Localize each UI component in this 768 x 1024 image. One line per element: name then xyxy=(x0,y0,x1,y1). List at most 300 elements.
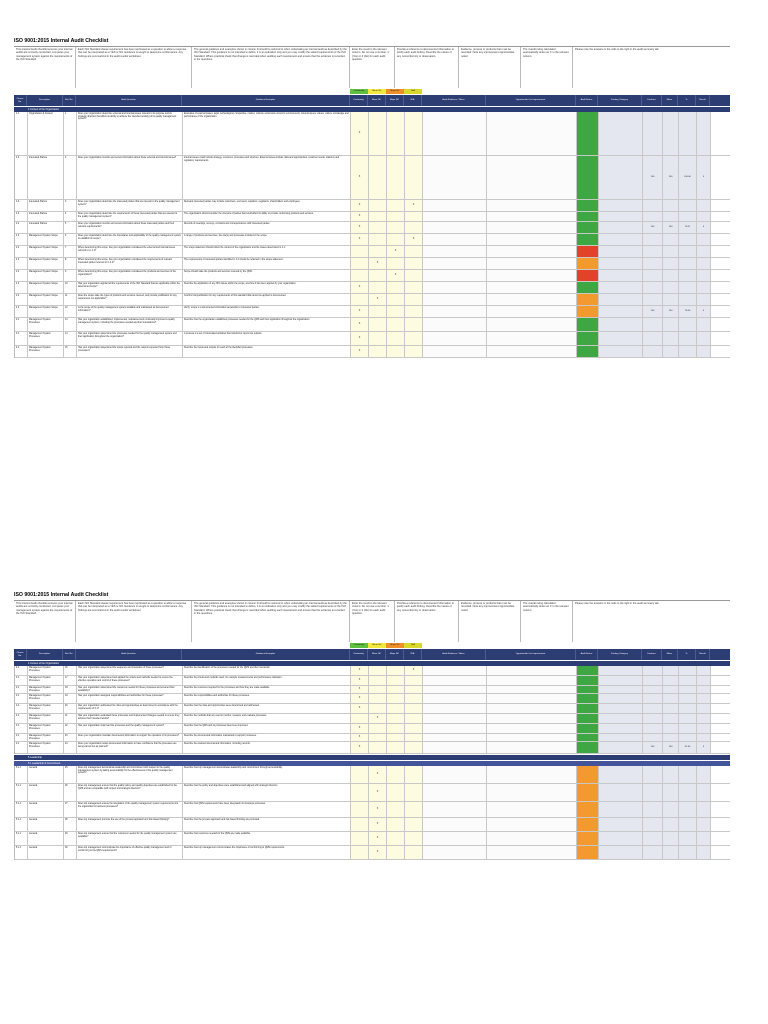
na-mark[interactable] xyxy=(405,846,423,859)
na-mark[interactable] xyxy=(405,318,423,331)
summary-cell xyxy=(679,818,697,831)
finding-category-cell[interactable] xyxy=(599,258,643,269)
minor-nc-mark[interactable] xyxy=(369,270,387,281)
audit-evidence-cell[interactable] xyxy=(423,156,487,199)
minor-nc-mark[interactable] xyxy=(369,282,387,293)
reference-number: 15 xyxy=(64,346,77,357)
audit-evidence-cell[interactable] xyxy=(423,346,487,357)
finding-category-cell[interactable] xyxy=(599,714,643,723)
conformity-mark[interactable] xyxy=(351,714,369,723)
audit-status-cell xyxy=(577,694,599,703)
minor-nc-mark[interactable] xyxy=(369,686,387,693)
finding-category-cell[interactable] xyxy=(599,270,643,281)
summary-cell xyxy=(679,318,697,331)
conformity-mark[interactable]: X xyxy=(351,676,369,685)
major-nc-mark[interactable] xyxy=(387,832,405,845)
improvement-cell[interactable] xyxy=(487,318,577,331)
clause-number: 4.3 xyxy=(15,270,28,281)
improvement-cell[interactable] xyxy=(487,676,577,685)
col-header: Guidance Examples xyxy=(182,95,350,106)
finding-category-cell[interactable] xyxy=(599,724,643,733)
minor-nc-mark[interactable] xyxy=(369,346,387,357)
major-nc-mark[interactable] xyxy=(387,802,405,817)
conformity-mark[interactable]: X xyxy=(351,704,369,713)
major-nc-mark[interactable] xyxy=(387,714,405,723)
improvement-cell[interactable] xyxy=(487,846,577,859)
col-header: Finding Category xyxy=(598,649,642,660)
improvement-cell[interactable] xyxy=(487,282,577,293)
conformity-mark[interactable] xyxy=(351,294,369,305)
na-mark[interactable] xyxy=(405,724,423,733)
conformity-mark[interactable]: X xyxy=(351,332,369,345)
conformity-mark[interactable]: X xyxy=(351,346,369,357)
na-mark[interactable] xyxy=(405,686,423,693)
guidance-text: Describe how top management demonstrates leadership and commitment through accountability. xyxy=(183,766,351,783)
status-badge xyxy=(577,270,598,281)
summary-cell xyxy=(697,212,711,221)
improvement-cell[interactable] xyxy=(487,270,577,281)
major-nc-mark[interactable] xyxy=(387,332,405,345)
audit-evidence-cell[interactable] xyxy=(423,246,487,257)
improvement-cell[interactable] xyxy=(487,802,577,817)
major-nc-mark[interactable] xyxy=(387,294,405,305)
summary-cell xyxy=(697,234,711,245)
improvement-cell[interactable] xyxy=(487,332,577,345)
na-mark[interactable] xyxy=(405,294,423,305)
audit-evidence-cell[interactable] xyxy=(423,666,487,675)
summary-cell xyxy=(697,112,711,155)
subsection-label: 5.1 Leadership & Commitment xyxy=(28,762,61,765)
na-mark[interactable] xyxy=(405,818,423,831)
clause-number: 5.1.1 xyxy=(15,802,28,817)
improvement-cell[interactable] xyxy=(487,234,577,245)
status-badge xyxy=(577,784,598,801)
finding-category-cell[interactable] xyxy=(599,704,643,713)
guidance-text: The requirements of interested parties identified in 4.2 should be reflected in the scope statement. xyxy=(183,258,351,269)
guidance-text: Describe the identification of the processes needed for the QMS and their interaction. xyxy=(183,666,351,675)
summary-cell: 75.00 xyxy=(679,306,697,317)
col-header: Ref. No. xyxy=(63,649,76,660)
na-mark[interactable] xyxy=(405,258,423,269)
improvement-cell[interactable] xyxy=(487,666,577,675)
improvement-cell[interactable] xyxy=(487,818,577,831)
improvement-cell[interactable] xyxy=(487,832,577,845)
na-mark[interactable] xyxy=(405,694,423,703)
finding-category-cell[interactable] xyxy=(599,222,643,233)
audit-evidence-cell[interactable] xyxy=(423,694,487,703)
finding-category-cell[interactable] xyxy=(599,246,643,257)
minor-nc-mark[interactable] xyxy=(369,704,387,713)
na-mark[interactable] xyxy=(405,332,423,345)
audit-evidence-cell[interactable] xyxy=(423,784,487,801)
minor-nc-mark[interactable] xyxy=(369,112,387,155)
conformity-mark[interactable] xyxy=(351,802,369,817)
finding-category-cell[interactable] xyxy=(599,676,643,685)
audit-evidence-cell[interactable] xyxy=(423,282,487,293)
minor-nc-mark[interactable]: X xyxy=(369,294,387,305)
audit-evidence-cell[interactable] xyxy=(423,200,487,211)
conformity-mark[interactable]: X xyxy=(351,282,369,293)
major-nc-mark[interactable] xyxy=(387,704,405,713)
conformity-mark[interactable] xyxy=(351,818,369,831)
minor-nc-mark[interactable] xyxy=(369,666,387,675)
table-row xyxy=(15,212,730,222)
table-row xyxy=(15,818,730,832)
summary-cell: 100 xyxy=(663,222,679,233)
na-mark[interactable] xyxy=(405,766,423,783)
finding-category-cell[interactable] xyxy=(599,832,643,845)
finding-category-cell[interactable] xyxy=(599,766,643,783)
na-mark[interactable] xyxy=(405,784,423,801)
guidance-text: Verify: scope is a documented information accessible to interested parties. xyxy=(183,306,351,317)
guidance-text: Describe how QMS requirements have been integrated into business processes. xyxy=(183,802,351,817)
improvement-cell[interactable] xyxy=(487,156,577,199)
col-header: Audit Status xyxy=(576,95,598,106)
minor-nc-mark[interactable] xyxy=(369,212,387,221)
conformity-mark[interactable]: X xyxy=(351,306,369,317)
summary-cell xyxy=(697,784,711,801)
na-mark[interactable]: X xyxy=(405,666,423,675)
audit-evidence-cell[interactable] xyxy=(423,766,487,783)
major-nc-mark[interactable] xyxy=(387,346,405,357)
conformity-mark[interactable]: X xyxy=(351,156,369,199)
guidance-text: Describe how the process approach and risk-based thinking are promoted. xyxy=(183,818,351,831)
minor-nc-mark[interactable]: X xyxy=(369,258,387,269)
conformity-mark[interactable] xyxy=(351,846,369,859)
finding-category-cell[interactable] xyxy=(599,734,643,741)
major-nc-mark[interactable] xyxy=(387,156,405,199)
audit-evidence-cell[interactable] xyxy=(423,270,487,281)
finding-category-cell[interactable] xyxy=(599,294,643,305)
na-mark[interactable] xyxy=(405,676,423,685)
major-nc-mark[interactable] xyxy=(387,222,405,233)
clause-number: 5.1.1 xyxy=(15,818,28,831)
audit-evidence-cell[interactable] xyxy=(423,704,487,713)
improvement-cell[interactable] xyxy=(487,212,577,221)
clause-description: General xyxy=(28,832,64,845)
na-mark[interactable] xyxy=(405,222,423,233)
col-header: Major NC xyxy=(386,649,404,660)
summary-cell xyxy=(697,246,711,257)
col-header: Audit Question xyxy=(76,95,182,106)
finding-category-cell[interactable] xyxy=(599,742,643,753)
finding-category-cell[interactable] xyxy=(599,332,643,345)
col-header: Audit Status xyxy=(576,649,598,660)
improvement-cell[interactable] xyxy=(487,766,577,783)
audit-evidence-cell[interactable] xyxy=(423,234,487,245)
na-mark[interactable] xyxy=(405,156,423,199)
major-nc-mark[interactable] xyxy=(387,742,405,753)
summary-cell xyxy=(679,686,697,693)
col-header: Minor xyxy=(662,95,678,106)
table-row xyxy=(15,156,730,200)
improvement-cell[interactable] xyxy=(487,246,577,257)
guidance-text: Scope should state the products and services covered by the QMS. xyxy=(183,270,351,281)
minor-nc-mark[interactable] xyxy=(369,724,387,733)
audit-question: Does your organization monitor and review information about these external and internal issues? xyxy=(77,156,183,199)
conformity-mark[interactable]: X xyxy=(351,234,369,245)
intro-note: Each ISO Standard clause requirement has been rephrased as a question to allow a response that can be interpreted as a YES or NO. Evidence is sought to determine conformance. Any findings are summarized in the audit results worksheet. xyxy=(76,47,192,88)
conformity-mark[interactable] xyxy=(351,766,369,783)
audit-evidence-cell[interactable] xyxy=(423,258,487,269)
finding-category-cell[interactable] xyxy=(599,694,643,703)
conformity-mark[interactable]: X xyxy=(351,724,369,733)
intro-note: The general guidance and examples shown in column D should be referred to when undertaking an internal audit as described by the ISO Standard. This guidance is not intended to define, it is an indication only and you may modify the stated requirements of the ISO Standard. Where practical check that change is recorded when auditing each requirement and ensure that the evidence is recorded in the questions. xyxy=(192,47,350,88)
audit-evidence-cell[interactable] xyxy=(423,734,487,741)
audit-evidence-cell[interactable] xyxy=(423,212,487,221)
summary-cell xyxy=(663,332,679,345)
finding-category-cell[interactable] xyxy=(599,282,643,293)
major-nc-mark[interactable] xyxy=(387,282,405,293)
improvement-cell[interactable] xyxy=(487,306,577,317)
major-nc-mark[interactable] xyxy=(387,234,405,245)
major-nc-mark[interactable] xyxy=(387,818,405,831)
improvement-cell[interactable] xyxy=(487,704,577,713)
major-nc-mark[interactable] xyxy=(387,676,405,685)
audit-evidence-cell[interactable] xyxy=(423,332,487,345)
na-mark[interactable] xyxy=(405,714,423,723)
minor-nc-mark[interactable] xyxy=(369,694,387,703)
audit-evidence-cell[interactable] xyxy=(423,112,487,155)
major-nc-mark[interactable] xyxy=(387,846,405,859)
minor-nc-mark[interactable] xyxy=(369,306,387,317)
major-nc-mark[interactable] xyxy=(387,318,405,331)
improvement-cell[interactable] xyxy=(487,222,577,233)
conformity-mark[interactable]: X xyxy=(351,686,369,693)
summary-cell xyxy=(643,270,663,281)
minor-nc-mark[interactable]: X xyxy=(369,784,387,801)
na-mark[interactable] xyxy=(405,112,423,155)
finding-category-cell[interactable] xyxy=(599,818,643,831)
improvement-cell[interactable] xyxy=(487,742,577,753)
summary-cell xyxy=(643,246,663,257)
finding-category-cell[interactable] xyxy=(599,802,643,817)
audit-evidence-cell[interactable] xyxy=(423,846,487,859)
audit-status-cell xyxy=(577,234,599,245)
minor-nc-mark[interactable]: X xyxy=(369,766,387,783)
improvement-cell[interactable] xyxy=(487,258,577,269)
minor-nc-mark[interactable]: X xyxy=(369,818,387,831)
finding-category-cell[interactable] xyxy=(599,686,643,693)
conformity-mark[interactable]: X xyxy=(351,112,369,155)
checklist-page-1 xyxy=(14,38,730,358)
major-nc-mark[interactable]: X xyxy=(387,246,405,257)
finding-category-cell[interactable] xyxy=(599,234,643,245)
audit-status-cell xyxy=(577,734,599,741)
major-nc-mark[interactable] xyxy=(387,686,405,693)
audit-rows xyxy=(14,766,730,860)
minor-nc-mark[interactable] xyxy=(369,200,387,211)
status-badge xyxy=(577,724,598,733)
summary-cell xyxy=(663,318,679,331)
conformity-mark[interactable]: X xyxy=(351,318,369,331)
finding-category-cell[interactable] xyxy=(599,112,643,155)
na-mark[interactable] xyxy=(405,742,423,753)
audit-question: Does top management ensure that the quality policy and quality objectives are established for the QMS and are compatible with context and strategic direction? xyxy=(77,784,183,801)
conformity-mark[interactable] xyxy=(351,258,369,269)
summary-cell: 70.57 xyxy=(679,222,697,233)
finding-category-cell[interactable] xyxy=(599,666,643,675)
conformity-mark[interactable]: X xyxy=(351,212,369,221)
summary-cell: 5 xyxy=(697,156,711,199)
finding-category-cell[interactable] xyxy=(599,846,643,859)
audit-status-cell xyxy=(577,846,599,859)
audit-evidence-cell[interactable] xyxy=(423,222,487,233)
summary-cell xyxy=(663,270,679,281)
audit-evidence-cell[interactable] xyxy=(423,306,487,317)
conformity-mark[interactable]: X xyxy=(351,200,369,211)
minor-nc-mark[interactable]: X xyxy=(369,802,387,817)
audit-status-cell xyxy=(577,714,599,723)
minor-nc-mark[interactable]: X xyxy=(369,846,387,859)
summary-cell xyxy=(679,112,697,155)
clause-number: 5.1.1 xyxy=(15,766,28,783)
col-header: Major NC xyxy=(386,95,404,106)
conformity-mark[interactable]: X xyxy=(351,694,369,703)
audit-evidence-cell[interactable] xyxy=(423,686,487,693)
improvement-cell[interactable] xyxy=(487,686,577,693)
improvement-cell[interactable] xyxy=(487,724,577,733)
summary-cell xyxy=(643,686,663,693)
major-nc-mark[interactable] xyxy=(387,258,405,269)
minor-nc-mark[interactable] xyxy=(369,234,387,245)
minor-nc-mark[interactable] xyxy=(369,318,387,331)
intro-note: This Internal Audit checklist ensures your internal audits are correctly conducted, compares your management system against the requirements of the ISO Standard. xyxy=(14,47,76,88)
col-header: % xyxy=(678,649,696,660)
finding-category-cell[interactable] xyxy=(599,346,643,357)
audit-evidence-cell[interactable] xyxy=(423,802,487,817)
audit-question: Does your organization determine the boundaries and applicability of the quality management system to establish its scope? xyxy=(77,234,183,245)
finding-category-cell[interactable] xyxy=(599,212,643,221)
table-row xyxy=(15,270,730,282)
audit-evidence-cell[interactable] xyxy=(423,832,487,845)
status-badge xyxy=(577,766,598,783)
conformity-mark[interactable]: X xyxy=(351,666,369,675)
col-header: Result xyxy=(696,95,710,106)
clause-number: 4.1 xyxy=(15,112,28,155)
status-badge xyxy=(577,818,598,831)
na-mark[interactable] xyxy=(405,704,423,713)
major-nc-mark[interactable] xyxy=(387,734,405,741)
minor-nc-mark[interactable]: X xyxy=(369,714,387,723)
conformity-mark[interactable] xyxy=(351,246,369,257)
na-mark[interactable]: X xyxy=(405,200,423,211)
major-nc-mark[interactable] xyxy=(387,784,405,801)
status-badge xyxy=(577,346,598,357)
clause-description: Management System Processes xyxy=(28,318,64,331)
col-header: Opportunities for Improvement xyxy=(486,649,576,660)
major-nc-mark[interactable] xyxy=(387,694,405,703)
col-header: Description xyxy=(27,95,63,106)
na-mark[interactable] xyxy=(405,802,423,817)
improvement-cell[interactable] xyxy=(487,200,577,211)
major-nc-mark[interactable] xyxy=(387,112,405,155)
summary-cell xyxy=(663,258,679,269)
clause-description: Management System Processes xyxy=(28,676,64,685)
audit-evidence-cell[interactable] xyxy=(423,294,487,305)
na-mark[interactable] xyxy=(405,306,423,317)
summary-cell: 91.30 xyxy=(679,742,697,753)
improvement-cell[interactable] xyxy=(487,112,577,155)
minor-nc-mark[interactable] xyxy=(369,332,387,345)
audit-evidence-cell[interactable] xyxy=(423,818,487,831)
minor-nc-mark[interactable] xyxy=(369,742,387,753)
improvement-cell[interactable] xyxy=(487,734,577,741)
audit-evidence-cell[interactable] xyxy=(423,714,487,723)
finding-category-cell[interactable] xyxy=(599,200,643,211)
intro-note: Enter the result in the relevant column. Do not use a number. 1 (Yes) or 0 (No) for each audit question. xyxy=(350,601,395,642)
clause-number: 4.3 xyxy=(15,234,28,245)
audit-evidence-cell[interactable] xyxy=(423,676,487,685)
minor-nc-mark[interactable] xyxy=(369,676,387,685)
conformity-mark[interactable] xyxy=(351,270,369,281)
improvement-cell[interactable] xyxy=(487,784,577,801)
audit-evidence-cell[interactable] xyxy=(423,742,487,753)
status-badge xyxy=(577,258,598,269)
summary-cell xyxy=(697,200,711,211)
na-mark[interactable] xyxy=(405,282,423,293)
major-nc-mark[interactable]: X xyxy=(387,270,405,281)
conformity-mark[interactable] xyxy=(351,832,369,845)
improvement-cell[interactable] xyxy=(487,694,577,703)
improvement-cell[interactable] xyxy=(487,714,577,723)
clause-description: Management System Processes xyxy=(28,742,64,753)
minor-nc-mark[interactable] xyxy=(369,156,387,199)
summary-cell xyxy=(663,734,679,741)
na-mark[interactable] xyxy=(405,212,423,221)
intro-notes xyxy=(14,46,730,88)
reference-number: 4 xyxy=(64,212,77,221)
improvement-cell[interactable] xyxy=(487,294,577,305)
finding-category-cell[interactable] xyxy=(599,156,643,199)
finding-category-cell[interactable] xyxy=(599,306,643,317)
na-mark[interactable] xyxy=(405,346,423,357)
minor-nc-mark[interactable] xyxy=(369,246,387,257)
na-mark[interactable]: X xyxy=(405,234,423,245)
conformity-mark[interactable]: X xyxy=(351,742,369,753)
col-header: Description xyxy=(27,649,63,660)
clause-number: 5.1.1 xyxy=(15,832,28,845)
na-mark[interactable] xyxy=(405,832,423,845)
summary-cell xyxy=(663,784,679,801)
na-mark[interactable] xyxy=(405,246,423,257)
minor-nc-mark[interactable]: X xyxy=(369,832,387,845)
minor-nc-mark[interactable] xyxy=(369,734,387,741)
minor-nc-mark[interactable] xyxy=(369,222,387,233)
guidance-text: Describe the retained documented information, including records. xyxy=(183,742,351,753)
na-mark[interactable] xyxy=(405,270,423,281)
na-mark[interactable] xyxy=(405,734,423,741)
table-row xyxy=(15,714,730,724)
conformity-mark[interactable]: X xyxy=(351,222,369,233)
major-nc-mark[interactable] xyxy=(387,306,405,317)
major-nc-mark[interactable] xyxy=(387,766,405,783)
legend-conformity: Conformity xyxy=(350,643,368,648)
conformity-mark[interactable] xyxy=(351,784,369,801)
improvement-cell[interactable] xyxy=(487,346,577,357)
major-nc-mark[interactable] xyxy=(387,200,405,211)
audit-evidence-cell[interactable] xyxy=(423,724,487,733)
major-nc-mark[interactable] xyxy=(387,724,405,733)
major-nc-mark[interactable] xyxy=(387,666,405,675)
audit-evidence-cell[interactable] xyxy=(423,318,487,331)
conformity-mark[interactable]: X xyxy=(351,734,369,741)
finding-category-cell[interactable] xyxy=(599,318,643,331)
finding-category-cell[interactable] xyxy=(599,784,643,801)
reference-number: 30 xyxy=(64,846,77,859)
major-nc-mark[interactable] xyxy=(387,212,405,221)
clause-number: 4.4 xyxy=(15,704,28,713)
